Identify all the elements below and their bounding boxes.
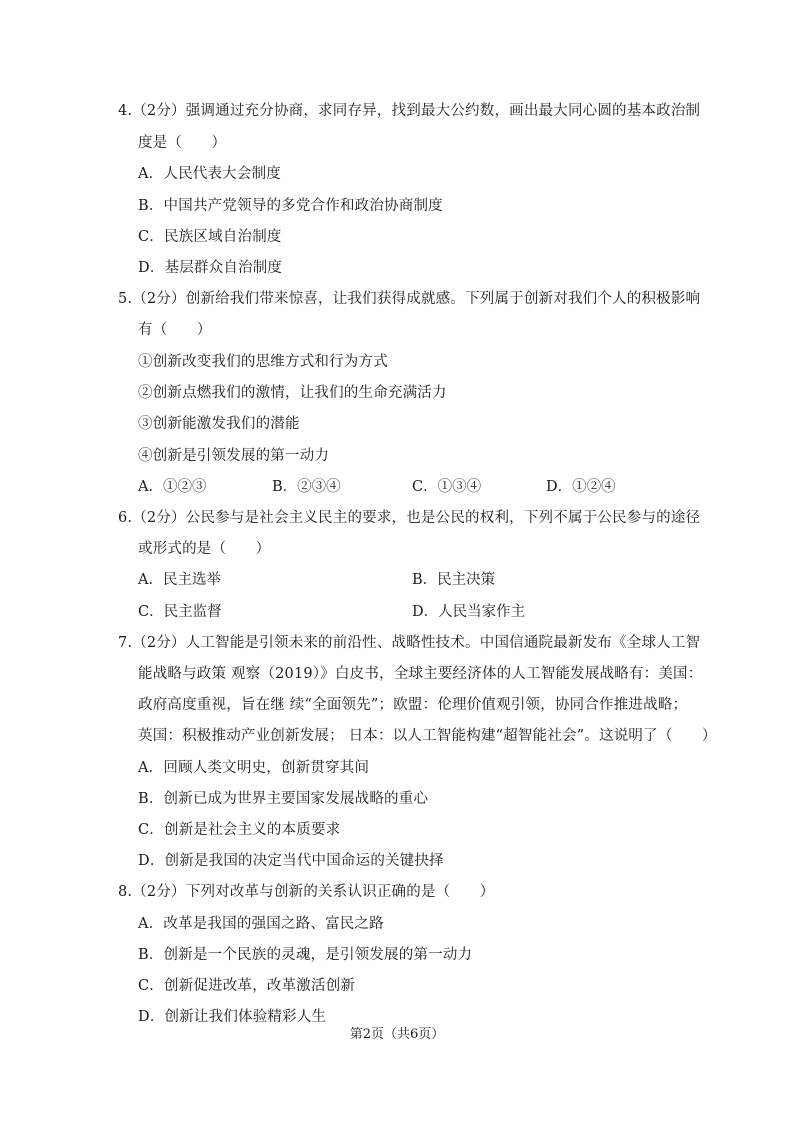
question-8-option-d: D．创新让我们体验精彩人生: [138, 1009, 327, 1025]
question-8-stem-line-1: 8.（2分）下列对改革与创新的关系认识正确的是（ ）: [118, 884, 495, 900]
question-5-statement-1: ①创新改变我们的思维方式和行为方式: [138, 354, 388, 370]
question-6-option-b: B．民主决策: [412, 572, 496, 588]
question-5-option-a: A．①②③: [138, 479, 207, 495]
question-7-stem-line-4: 英国：积极推动产业创新发展； 日本：以人工智能构建“超智能社会”。这说明了（ ）: [138, 728, 717, 744]
question-5-statement-3: ③创新能激发我们的潜能: [138, 416, 300, 432]
question-7-option-b: B．创新已成为世界主要国家发展战略的重心: [138, 791, 429, 807]
question-6-option-d: D．人民当家作主: [412, 604, 526, 620]
question-4-stem-line-1: 4.（2分）强调通过充分协商，求同存异，找到最大公约数，画出最大同心圆的基本政治制: [118, 103, 701, 119]
question-5-stem-line-1: 5.（2分）创新给我们带来惊喜，让我们获得成就感。下列属于创新对我们个人的积极影响: [118, 291, 701, 307]
question-8-option-b: B．创新是一个民族的灵魂，是引领发展的第一动力: [138, 947, 473, 963]
question-4-option-a: A．人民代表大会制度: [138, 166, 281, 182]
question-5-option-d: D．①②④: [546, 479, 616, 495]
question-8-option-a: A．改革是我国的强国之路、富民之路: [138, 916, 384, 932]
question-4-option-c: C．民族区域自治制度: [138, 229, 282, 245]
question-7-stem-line-3: 政府高度重视，旨在继 续“全面领先”；欧盟：伦理价值观引领，协同合作推进战略；: [138, 697, 688, 713]
question-6-stem-line-2: 或形式的是（ ）: [138, 541, 271, 557]
question-5-option-b: B．②③④: [272, 479, 341, 495]
question-4-option-d: D．基层群众自治制度: [138, 260, 283, 276]
question-6-stem-line-1: 6.（2分）公民参与是社会主义民主的要求，也是公民的权利，下列不属于公民参与的途径: [118, 510, 701, 526]
question-5-option-c: C．①③④: [412, 479, 482, 495]
question-7-option-d: D．创新是我国的决定当代中国命运的关键抉择: [138, 853, 444, 869]
question-7-option-a: A．回顾人类文明史，创新贯穿其间: [138, 760, 370, 776]
question-6-option-a: A．民主选举: [138, 572, 221, 588]
question-8-option-c: C．创新促进改革，改革激活创新: [138, 978, 356, 994]
question-5-statement-4: ④创新是引领发展的第一动力: [138, 448, 330, 464]
page-number-footer: 第2页（共6页）: [349, 1027, 445, 1042]
question-4-option-b: B．中国共产党领导的多党合作和政治协商制度: [138, 198, 443, 214]
question-4-stem-line-2: 度是（ ）: [138, 135, 227, 151]
question-7-option-c: C．创新是社会主义的本质要求: [138, 822, 341, 838]
question-7-stem-line-2: 能战略与政策 观察（2019）》白皮书，全球主要经济体的人工智能发展战略有：美国：: [138, 666, 703, 682]
question-5-statement-2: ②创新点燃我们的激情，让我们的生命充满活力: [138, 385, 447, 401]
question-7-stem-line-1: 7.（2分）人工智能是引领未来的前沿性、战略性技术。中国信通院最新发布《全球人工智: [118, 635, 701, 651]
question-6-option-c: C．民主监督: [138, 604, 222, 620]
question-5-stem-line-2: 有（ ）: [138, 322, 212, 338]
